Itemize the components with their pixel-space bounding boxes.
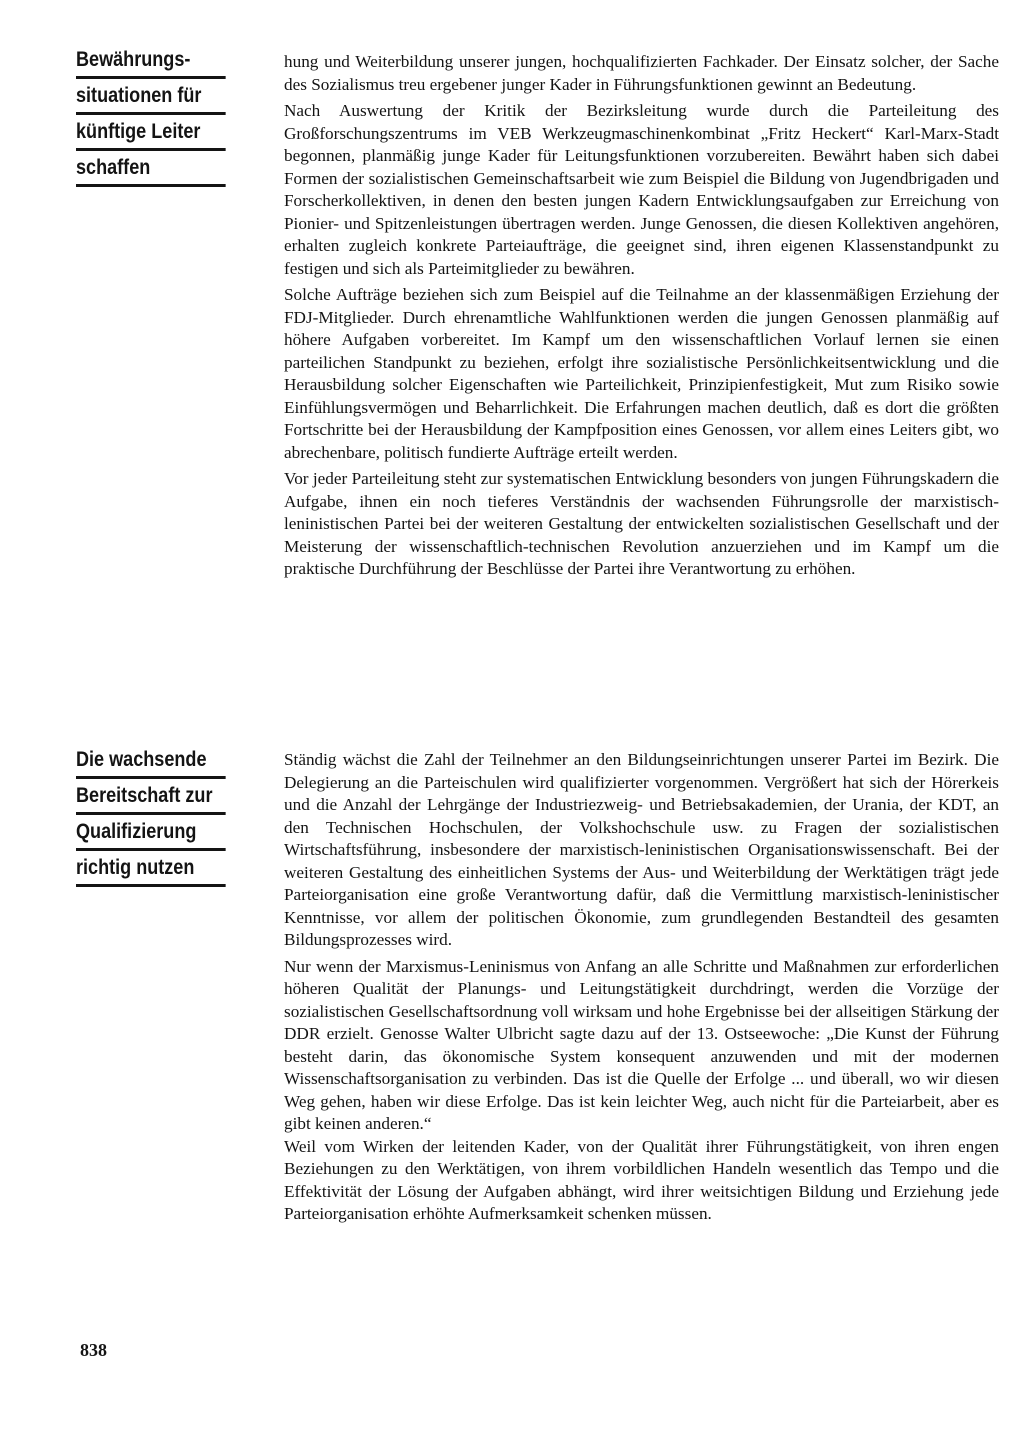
section-1-body — [284, 51, 999, 581]
section-2-body — [284, 749, 999, 1226]
section-2-paragraph-2: Nur wenn der Marxismus-Leninismus von Anfang an alle Schritte und Maßnahmen zur erforderlichen höheren Qualität der Planungs- und Leitungstätigkeit durchdringt, werden die Vorzüge der sozialistischen Gesellschaftsordnung voll wirksam und hohe Ergebnisse bei der allseitigen Stärkung der DDR erzielt. Genosse Walter Ulbricht sagte dazu auf der 13. Ostseewoche: „Die Kunst der Führung besteht darin, das ökonomische System konsequent anzuwenden und mit der modernen Wissenschaftsorganisation zu verbinden. Das ist die Quelle der Erfolge ... und überall, wo wir diesen Weg gehen, haben wir diese Erfolge. Das ist kein leichter Weg, auch nicht für die Parteiarbeit, aber es gibt keinen anderen.“ — [284, 956, 999, 1133]
heading-1-line-4: schaffen — [76, 156, 226, 187]
page-number: 838 — [80, 1340, 107, 1360]
heading-1-line-2: situationen für — [76, 84, 226, 115]
margin-heading-1 — [76, 48, 250, 187]
section-1-paragraph-4: Vor jeder Parteileitung steht zur systematischen Entwicklung besonders von jungen Führungskadern die Aufgabe, ihnen ein noch tieferes Verständnis der wachsenden Führungsrolle der marxistisch-leninistischen Partei bei der weiteren Gestaltung der entwickelten sozialistischen Gesellschaft und der Meisterung der wissenschaftlich-technischen Revolution anzuerziehen und im Kampf um die praktische Durchführung der Beschlüsse der Partei ihre Verantwortung zu erhöhen. — [284, 469, 999, 578]
section-1-paragraph-3: Solche Aufträge beziehen sich zum Beispiel auf die Teilnahme an der klassenmäßigen Erziehung der FDJ-Mitglieder. Durch ehrenamtliche Wahlfunktionen werden die jungen Genossen planmäßig auf höhere Aufgaben vorbereitet. Im Kampf um den wissenschaftlichen Vorlauf lernen sie einen parteilichen Standpunkt zu beziehen, erfolgt ihre sozialistische Persönlichkeitsentwicklung und die Herausbildung solcher Eigenschaften wie Parteilichkeit, Prinzipienfestigkeit, Mut zum Risiko sowie Einfühlungsvermögen und Beharrlichkeit. Die Erfahrungen machen deutlich, daß es dort die größten Fortschritte bei der Herausbildung der Kampfposition eines Genossen, vor allem eines Leiters gibt, wo abrechenbare, politisch fundierte Aufträge erteilt werden. — [284, 285, 999, 462]
heading-2-line-3: Qualifizierung — [76, 820, 226, 851]
section-2-paragraph-1: Ständig wächst die Zahl der Teilnehmer an den Bildungseinrichtungen unserer Partei im Bezirk. Die Delegierung an die Parteischulen wird qualifizierter vorgenommen. Vergrößert hat sich der Hörerkeis und die Anzahl der Lehrgänge der Industriezweig- und Betriebsakademien, der Urania, der KDT, an den Technischen Hochschulen, der Volkshochschule usw. zu Fragen der sozialistischen Wirtschaftsführung, insbesondere der marxistisch-leninistischen Organisationswissenschaft. Bei der weiteren Gestaltung des einheitlichen Systems der Aus- und Weiterbildung der Werktätigen trägt jede Parteiorganisation eine große Verantwortung dafür, daß die Vermittlung marxistisch-leninistischer Kenntnisse, vor allem der politischen Ökonomie, zum grundlegenden Bestandteil des gesamten Bildungsprozesses wird. — [284, 750, 999, 949]
section-1-paragraph-2: Nach Auswertung der Kritik der Bezirksleitung wurde durch die Parteileitung des Großforschungszentrums im VEB Werkzeugmaschinenkombinat „Fritz Heckert“ Karl-Marx-Stadt begonnen, planmäßig junge Kader für Leitungsfunktionen vorzubereiten. Bewährt haben sich dabei Formen der sozialistischen Gemeinschaftsarbeit wie zum Beispiel die Bildung von Jugendbrigaden und Forscherkollektiven, in denen den besten jungen Kadern Entwicklungsaufgaben zur Erreichung von Pionier- und Spitzenleistungen übertragen werden. Junge Genossen, die diesen Kollektiven angehören, erhalten zugleich konkrete Parteiaufträge, die geeignet sind, ihren eigenen Klassenstandpunkt zu festigen und sich als Parteimitglieder zu bewähren. — [284, 101, 999, 278]
heading-2-line-2: Bereitschaft zur — [76, 784, 226, 815]
heading-1-line-1: Bewährungs- — [76, 48, 226, 79]
heading-1-line-3: künftige Leiter — [76, 120, 226, 151]
section-2-paragraph-3: Weil vom Wirken der leitenden Kader, von der Qualität ihrer Führungstätigkeit, von ihren engen Beziehungen zu den Werktätigen, von ihrem vorbildlichen Handeln wesentlich das Tempo und die Effektivität der Lösung der Aufgaben abhängt, wird ihrer weitsichtigen Bildung und Erziehung jede Parteiorganisation erhöhte Aufmerksamkeit schenken müssen. — [284, 1136, 999, 1223]
heading-2-line-1: Die wachsende — [76, 748, 226, 779]
heading-2-line-4: richtig nutzen — [76, 856, 226, 887]
section-1-paragraph-1: hung und Weiterbildung unserer jungen, hochqualifizierten Fachkader. Der Einsatz solcher, der Sache des Sozialismus treu ergebener junger Kader in Führungsfunktionen gewinnt an Bedeutung. — [284, 52, 999, 94]
margin-heading-2 — [76, 748, 250, 887]
